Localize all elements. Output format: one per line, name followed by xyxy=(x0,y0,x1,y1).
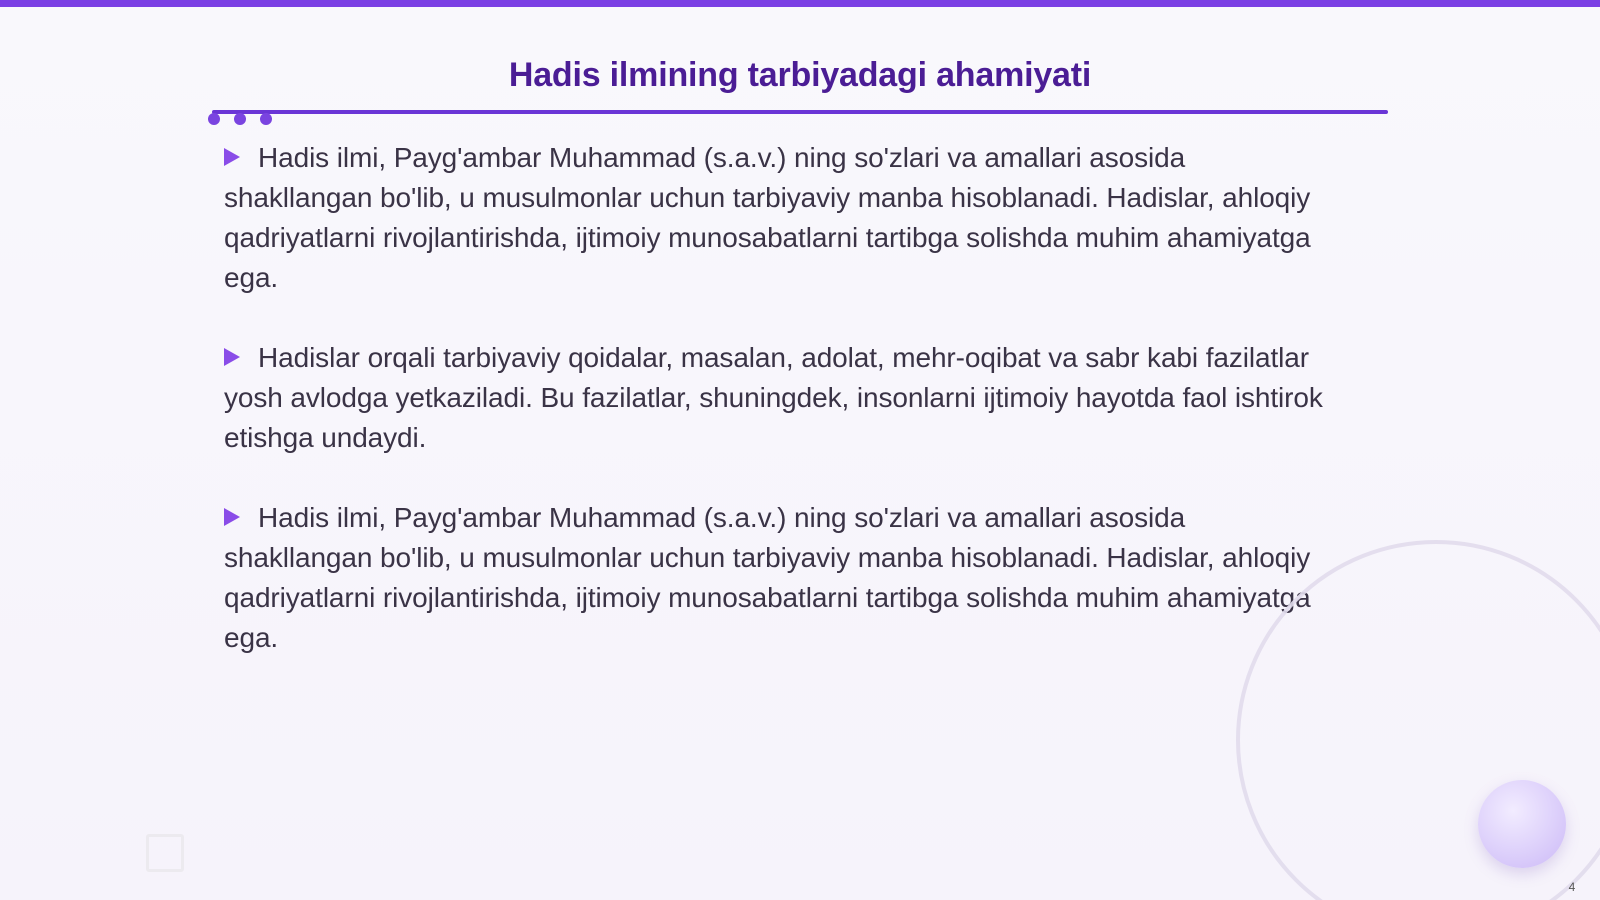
decorative-square xyxy=(146,834,184,872)
bullet-text: Hadislar orqali tarbiyaviy qoidalar, masalan, adolat, mehr-oqibat va sabr kabi fazilatlar yosh avlodga yetkaziladi. Bu fazilatlar, shuningdek, insonlarni ijtimoiy hayotda faol ishtirok etishga undaydi. xyxy=(224,342,1323,453)
bullet-item xyxy=(224,498,1334,658)
title-dot xyxy=(260,113,272,125)
bullet-item xyxy=(224,138,1334,298)
bullet-text: Hadis ilmi, Payg'ambar Muhammad (s.a.v.) ning so'zlari va amallari asosida shakllangan bo'lib, u musulmonlar uchun tarbiyaviy manba hisoblanadi. Hadislar, ahloqiy qadriyatlarni rivojlantirishda, ijtimoiy munosabatlarni tartibga solishda muhim ahamiyatga ega. xyxy=(224,502,1311,653)
bullet-item xyxy=(224,338,1334,458)
bullet-list xyxy=(224,138,1334,698)
triangle-right-icon xyxy=(224,348,240,366)
top-accent-bar xyxy=(0,0,1600,7)
triangle-right-icon xyxy=(224,148,240,166)
triangle-right-icon xyxy=(224,508,240,526)
slide-title: Hadis ilmining tarbiyadagi ahamiyati xyxy=(508,56,1092,94)
bullet-text: Hadis ilmi, Payg'ambar Muhammad (s.a.v.) ning so'zlari va amallari asosida shakllangan bo'lib, u musulmonlar uchun tarbiyaviy manba hisoblanadi. Hadislar, ahloqiy qadriyatlarni rivojlantirishda, ijtimoiy munosabatlarni tartibga solishda muhim ahamiyatga ega. xyxy=(224,142,1311,293)
title-underline xyxy=(212,110,1388,114)
title-dot xyxy=(234,113,246,125)
title-dot xyxy=(208,113,220,125)
decorative-sphere xyxy=(1478,780,1566,868)
page-number: 4 xyxy=(1568,880,1576,894)
